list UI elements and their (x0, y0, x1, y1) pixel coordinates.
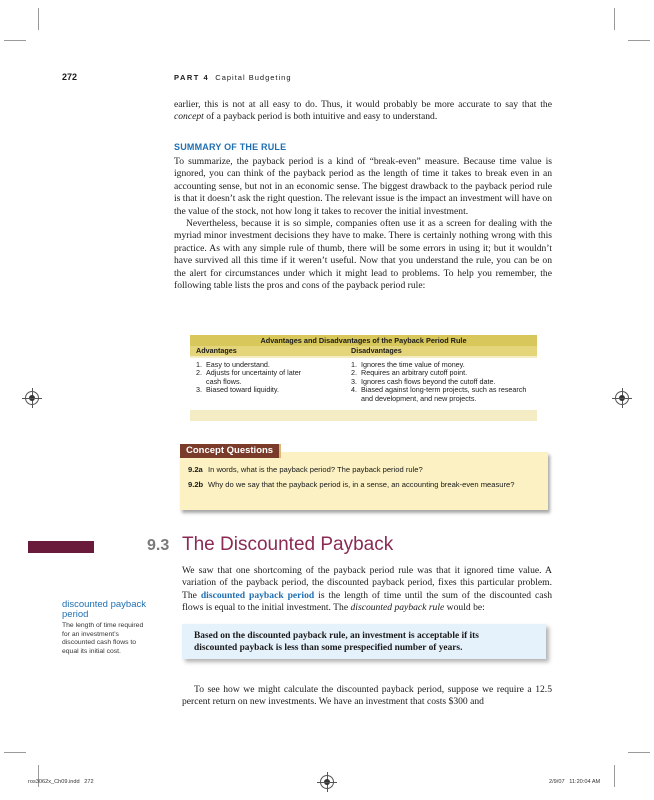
question-text: Why do we say that the payback period is, in a sense, an accounting break-even measure? (208, 480, 515, 489)
crop-mark (614, 765, 615, 787)
list-item: 4. Biased against long-term projects, such as research and development, and new projects. (351, 385, 527, 403)
discounted-payback-rule-box (182, 624, 546, 659)
advantages-column (194, 361, 342, 395)
footer-timestamp: 2/9/07 11:20:04 AM (549, 779, 601, 785)
question-text: In words, what is the payback period? The payback period rule? (208, 465, 423, 474)
margin-term: discounted payback period (62, 599, 146, 620)
disadvantages-column (349, 361, 533, 403)
list-item: 2. Adjusts for uncertainty of later cash flows. (196, 368, 302, 386)
part-title: Capital Budgeting (215, 73, 292, 82)
summary-paragraph-2: Nevertheless, because it is so simple, companies often use it as a screen for dealing with the myriad minor investment decisions they have to make. There is certainly nothing wrong with this practice. As with any simple rule of thumb, there will be some errors in using it; but it wouldn’t have survived all this time if it weren’t useful. Now that you understand the rule, you can be on the alert for circumstances under which it might lead to problems. To help you remember, the following table lists the pros and cons of the payback period rule: (174, 218, 552, 292)
registration-mark-icon (25, 391, 39, 405)
disadvantages-header: Disadvantages (351, 346, 402, 355)
summary-body (174, 156, 552, 292)
concept-questions-tab: Concept Questions (180, 444, 281, 458)
question-number: 9.2b (188, 480, 204, 489)
registration-mark-icon (615, 391, 629, 405)
crop-mark (38, 8, 39, 30)
running-header (174, 73, 292, 82)
table-body (190, 358, 537, 410)
page-number: 272 (62, 72, 78, 82)
key-term: discounted payback period (200, 589, 315, 601)
concept-questions-box (180, 452, 548, 510)
intro-paragraph: earlier, this is not at all easy to do. Thus, it would probably be more accurate to say that the concept of a payback period is both intuitive and easy to understand. (174, 99, 552, 123)
section-title: The Discounted Payback (182, 534, 394, 555)
crop-mark (614, 8, 615, 30)
footer-file-name: ros3062x_Ch09.indd 272 (28, 779, 94, 785)
section-heading-summary: SUMMARY OF THE RULE (174, 142, 287, 152)
table-header-row (190, 346, 537, 356)
concept-question (188, 465, 540, 474)
list-item: 2. Requires an arbitrary cutoff point. (351, 368, 468, 378)
list-item: 1. Ignores the time value of money. (351, 360, 465, 369)
rule-text: Based on the discounted payback rule, an investment is acceptable if its discounted payback is less than some prespecified number of years. (194, 631, 479, 653)
crop-mark (628, 752, 650, 753)
crop-mark (4, 40, 26, 41)
table-title: Advantages and Disadvantages of the Payback Period Rule (190, 335, 537, 346)
part-label: PART 4 (174, 73, 210, 82)
emphasis-concept: concept (174, 111, 204, 123)
question-number: 9.2a (188, 465, 203, 474)
summary-paragraph-1: To summarize, the payback period is a kind of “break-even” measure. Because time value is ignored, you can think of the payback period as the length of time it takes to break even in an accounting sense, but not in an economic sense. The biggest drawback to the payback period rule is that it doesn’t ask the right question. The relevant issue is the impact an investment will have on the value of the stock, not how long it takes to recover the initial investment. (174, 156, 552, 217)
section-number: 9.3 (147, 537, 170, 554)
crop-mark (628, 40, 650, 41)
list-item: 1. Easy to understand. (196, 360, 270, 369)
registration-mark-icon (320, 775, 334, 789)
pros-cons-table (190, 335, 537, 421)
section-9-3-paragraph: We saw that one shortcoming of the payback period rule was that it ignored time value. A variation of the payback period, the discounted payback period, fixes this particular problem. The discounted payback period is the length of time until the sum of the discounted cash flows is equal to the initial investment. The discounted payback rule would be: (182, 565, 552, 614)
emphasis-rule: discounted payback rule (350, 602, 445, 614)
closing-paragraph: To see how we might calculate the discounted payback period, suppose we require a 12.5 percent return on new investments. We have an investment that costs $300 and (182, 684, 552, 708)
list-item: 3. Ignores cash flows beyond the cutoff date. (351, 376, 496, 386)
concept-question (188, 480, 548, 489)
list-item: 3. Biased toward liquidity. (196, 385, 279, 395)
section-marker-bar (28, 541, 94, 553)
margin-definition: The length of time required for an investment’s discounted cash flows to equal its initial cost. (62, 622, 144, 655)
advantages-header: Advantages (196, 346, 237, 355)
crop-mark (4, 752, 26, 753)
